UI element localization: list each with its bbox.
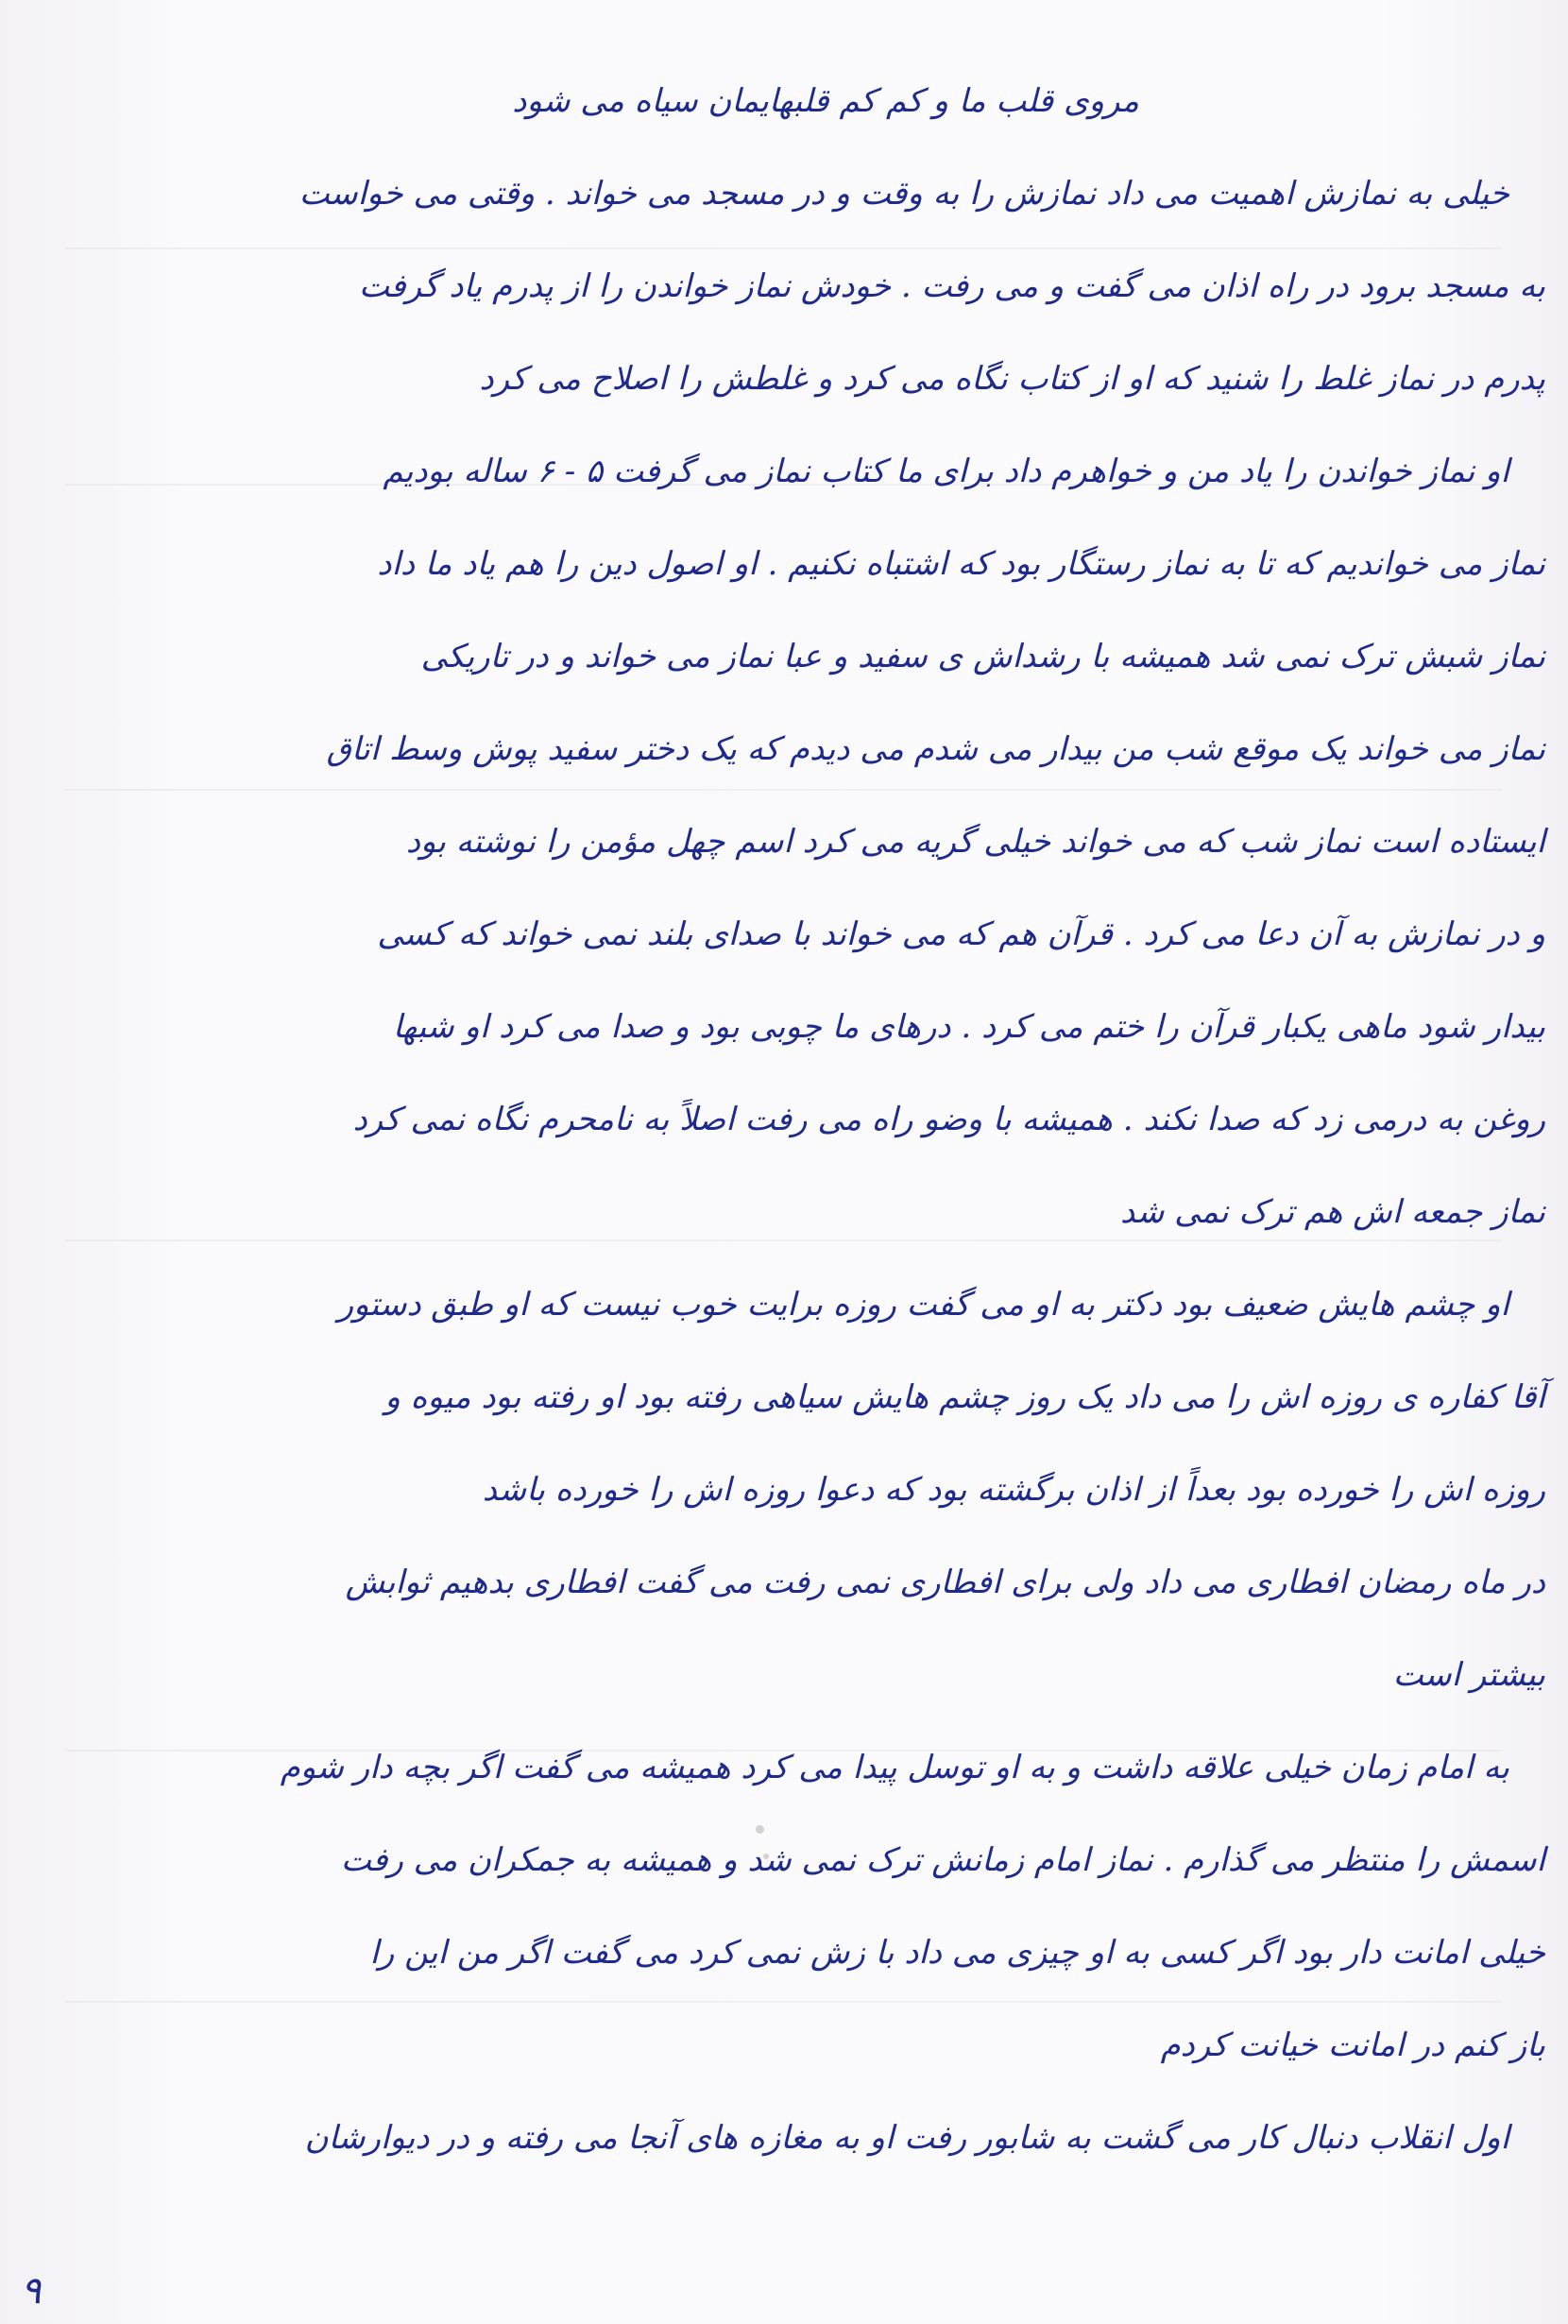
text-line: اول انقلاب دنبال کار می گشت به شابور رفت او به مغازه های آنجا می رفته و در دیوارشان — [304, 2119, 1509, 2157]
handwritten-text — [26, 55, 1545, 2184]
text-line: بیدار شود ماهی یکبار قرآن را ختم می کرد . درهای ما چوبی بود و صدا می کرد او شبها — [392, 1008, 1545, 1046]
text-line: خیلی به نمازش اهمیت می داد نمازش را به وقت و در مسجد می خواند . وقتی می خواست — [298, 175, 1509, 213]
text-line: ایستاده است نماز شب که می خواند خیلی گریه می کرد اسم چهل مؤمن را نوشته بود — [405, 823, 1545, 861]
text-line: پدرم در نماز غلط را شنید که او از کتاب نگاه می کرد و غلطش را اصلاح می کرد — [479, 360, 1545, 398]
text-line: در ماه رمضان افطاری می داد ولی برای افطاری نمی رفت می گفت افطاری بدهیم ثوابش — [345, 1564, 1545, 1601]
text-line: نماز می خواند یک موقع شب من بیدار می شدم می دیدم که یک دختر سفید پوش وسط اتاق — [326, 730, 1545, 768]
text-line: آقا کفاره ی روزه اش را می داد یک روز چشم هایش سیاهی رفته بود او رفته بود میوه و — [384, 1378, 1545, 1416]
text-line: و در نمازش به آن دعا می کرد . قرآن هم که می خواند با صدای بلند نمی خواند که کسی — [377, 915, 1545, 953]
text-line: او نماز خواندن را یاد من و خواهرم داد برای ما کتاب نماز می گرفت ۵ - ۶ ساله بودیم — [383, 453, 1509, 490]
text-line: به مسجد برود در راه اذان می گفت و می رفت . خودش نماز خواندن را از پدرم یاد گرفت — [358, 267, 1545, 305]
text-line: روغن به درمی زد که صدا نکند . همیشه با وضو راه می رفت اصلاً به نامحرم نگاه نمی کرد — [352, 1101, 1545, 1138]
text-line: خیلی امانت دار بود اگر کسی به او چیزی می داد با زش نمی کرد می گفت اگر من این را — [369, 1934, 1545, 1972]
text-line: اسمش را منتظر می گذارم . نماز امام زمانش ترک نمی شد و همیشه به جمکران می رفت — [340, 1841, 1545, 1879]
text-line: به امام زمان خیلی علاقه داشت و به او توسل پیدا می کرد همیشه می گفت اگر بچه دار شوم — [280, 1749, 1509, 1786]
text-line: مروی قلب ما و کم کم قلبهایمان سیاه می شود — [512, 82, 1139, 120]
text-line: نماز جمعه اش هم ترک نمی شد — [1119, 1193, 1545, 1231]
text-line: نماز شبش ترک نمی شد همیشه با رشداش ی سفید و عبا نماز می خواند و در تاریکی — [420, 638, 1545, 675]
page-number: ۹ — [21, 2269, 42, 2313]
text-line: بیشتر است — [1392, 1656, 1545, 1694]
text-line: نماز می خواندیم که تا به نماز رستگار بود که اشتباه نکنیم . او اصول دین را هم یاد ما داد — [377, 545, 1545, 583]
text-line: او چشم هایش ضعیف بود دکتر به او می گفت روزه برایت خوب نیست که او طبق دستور — [337, 1286, 1509, 1324]
text-line: روزه اش را خورده بود بعداً از اذان برگشته بود که دعوا روزه اش را خورده باشد — [482, 1471, 1545, 1509]
text-line: باز کنم در امانت خیانت کردم — [1160, 2026, 1545, 2064]
